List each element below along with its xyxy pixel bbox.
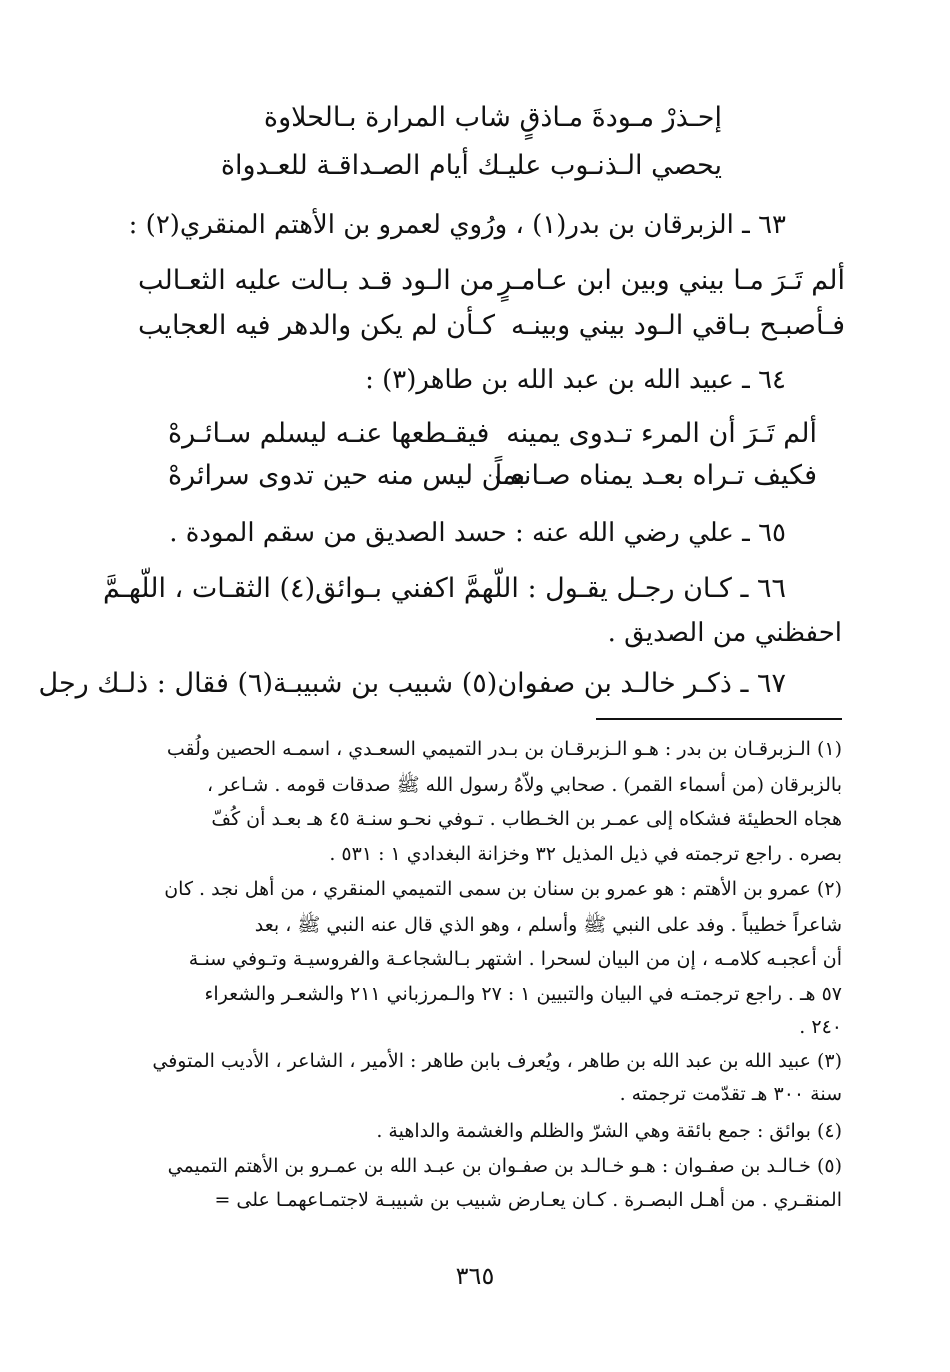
item-63-verse-2-first-hemistich: فـأصبـح بـاقي الـود بيني وبينـه [510,310,845,341]
footnote-line: (١) الـزبرقـان بن بدر : هـو الـزبرقـان بن بـدر التميمي السعـدي ، اسمـه الحصين ولُقب [166,738,842,760]
footnote-line: (٢) عمرو بن الأهتم : هو عمرو بن سنان بن سمى التميمي المنقري ، من أهل نجد . كان [164,878,842,900]
footnote-line: سنة ٣٠٠ هـ تقدّمت ترجمته . [619,1083,842,1105]
item-66-line-1: ٦٦ ـ كـان رجـل يقـول : اللّهمَّ اكفني بـوائق(٤) الثقـات ، اللّهـمَّ [102,573,786,604]
poem-top-line-1: إحـذرْ مـودةَ مـاذقٍ شاب المرارة بـالحلاوة [263,102,722,133]
item-66-line-2: احفظني من الصديق . [607,618,842,648]
page-number: ٣٦٥ [455,1262,495,1290]
item-63-verse-1-first-hemistich: ألم تَـرَ مـا بيني وبين ابن عـامـرٍ [498,265,845,296]
item-64-heading: ٦٤ ـ عبيد الله بن عبد الله بن طاهر(٣) : [365,365,786,395]
item-64-verse-1-first-hemistich: ألم تَـرَ أن المرء تـدوى يمينه [506,418,817,449]
item-64-verse-2-second-hemistich: بمن ليس منه حين تدوى سرائرهْ [168,460,526,491]
footnote-line: بصره . راجع ترجمته في ذيل المذيل ٣٢ وخزانة البغدادي ١ : ٥٣١ . [329,843,842,865]
item-63-verse-1-second-hemistich: من الـود قـد بـالت عليه الثعـالب [138,265,495,296]
footnote-line: (٤) بوائق : جمع بائقة وهي الشرّ والظلم والغشمة والداهية . [376,1120,842,1142]
item-63-verse-2-second-hemistich: كـأن لم يكن والدهر فيه العجايب [138,310,495,341]
footnote-line: (٥) خـالـد بن صفـوان : هـو خـالـد بن صفـوان بن عبـد الله بن عمـرو بن الأهتم التميمي [167,1155,842,1177]
footnote-line: ٥٧ هـ . راجع ترجمتـه في البيان والتبيين ١ : ٢٧ والـمرزباني ٢١١ والشعـر والشعراء [204,983,842,1005]
footnote-line: شاعراً خطيباً . وفد على النبي ﷺ وأسلم ، وهو الذي قال عنه النبي ﷺ ، بعد [254,914,842,936]
item-65: ٦٥ ـ علي رضي الله عنه : حسد الصديق من سقم المودة . [169,518,786,548]
footnote-line: بالزبرقان (من أسماء القمر) . صحابي ولاّهُ رسول الله ﷺ صدقات قومه . شـاعر ، [207,774,842,796]
footnote-line: أن أعجبـه كلامـه ، إن من البيان لسحرا . اشتهر بـالشجاعـة والفروسيـة وتـوفي سنـة [188,948,842,970]
item-64-verse-1-second-hemistich: فيقـطعها عنـه ليسلم سـائـرهْ [168,418,490,449]
footnote-line: المنقـري . من أهـل البصـرة . كـان يعـارض شبيب بن شبيبـة لاجتمـاعهمـا على = [214,1189,842,1211]
footnote-line: هجاه الحطيئة فشكاه إلى عمـر بن الخـطاب . تـوفي نحـو سنـة ٤٥ هـ بعـد أن كُفّ [211,808,842,830]
footnote-line: ٢٤٠ . [799,1016,842,1038]
footnote-line: (٣) عبيد الله بن عبد الله بن طاهر ، ويُعرف بابن طاهر : الأمير ، الشاعر ، الأديب المتوفي [152,1050,842,1072]
poem-top-line-2: يحصي الـذنـوب عليـك أيام الصـداقـة للعـدواة [220,150,722,181]
footnote-divider [596,718,842,720]
item-63-heading: ٦٣ ـ الزبرقان بن بدر(١) ، ورُوي لعمرو بن الأهتم المنقري(٢) : [128,210,786,240]
item-64-verse-2-first-hemistich: فكيف تـراه بعـد يمناه صـانعـاً [494,460,817,491]
item-67: ٦٧ ـ ذكـر خالـد بن صفوان(٥) شبيب بن شبيبـة(٦) فقال : ذلـك رجل [38,668,786,699]
